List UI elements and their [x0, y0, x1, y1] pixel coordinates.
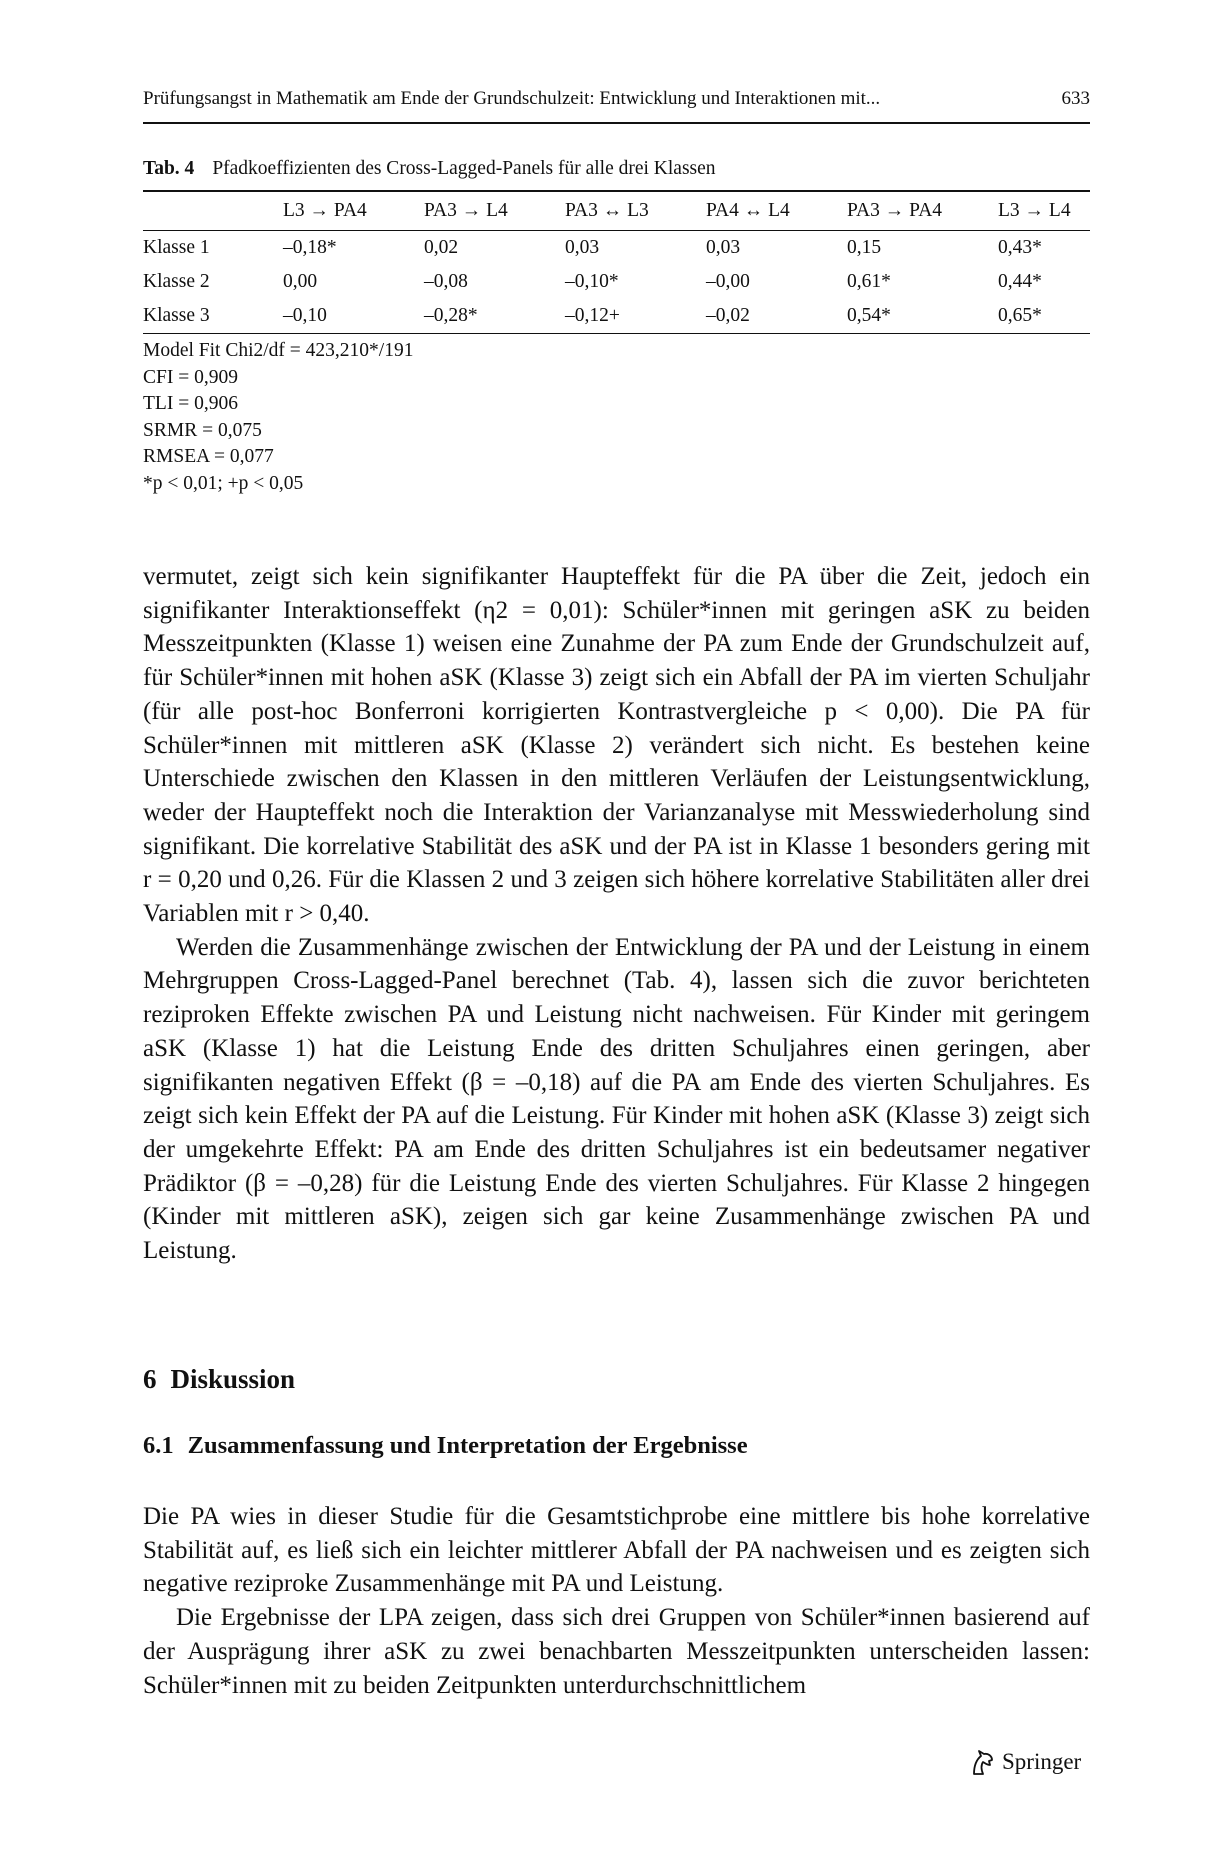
- header-cell: PA4 ↔ L4: [706, 200, 790, 221]
- table-caption: [143, 158, 1090, 180]
- section-title: Diskussion: [170, 1364, 296, 1394]
- running-title: Prüfungsangst in Mathematik am Ende der Grundschulzeit: Entwicklung und Interaktionen mit...: [143, 88, 881, 109]
- fit-line: TLI = 0,906: [143, 393, 238, 414]
- paragraph: Werden die Zusammenhänge zwischen der Entwicklung der PA und der Leistung in einem Mehrgruppen Cross-Lagged-Panel berechnet (Tab. 4), lassen sich die zuvor berichteten reziproken Effekte zwischen PA und Leistung nicht nachweisen. Für Kinder mit geringem aSK (Klasse 1) hat die Leistung Ende des dritten Schuljahres einen geringen, aber signifikanten negativen Effekt (β = –0,18) auf die PA am Ende des vierten Schuljahres. Es zeigt sich kein Effekt der PA auf die Leistung. Für Kinder mit hohen aSK (Klasse 3) zeigt sich der umgekehrte Effekt: PA am Ende des dritten Schuljahres ist ein bedeutsamer negativer Prädiktor (β = –0,28) für die Leistung Ende des vierten Schuljahres. Für Klasse 2 hingegen (Kinder mit mittleren aSK), zeigen sich gar keine Zusammenhänge zwischen PA und Leistung.: [143, 933, 1090, 1265]
- table-cell: 0,65*: [998, 305, 1042, 326]
- table-title: Pfadkoeffizienten des Cross-Lagged-Panels für alle drei Klassen: [212, 158, 716, 179]
- paragraph: Die PA wies in dieser Studie für die Gesamtstichprobe eine mittlere bis hohe korrelative Stabilität auf, es ließ sich ein leichter mittlerer Abfall der PA nachweisen und es zeigten sich negative reziproke Zusammenhänge mit PA und Leistung.: [143, 1503, 1090, 1598]
- table-row: [143, 231, 1090, 266]
- table-cell: –0,00: [706, 271, 750, 292]
- running-header: [143, 88, 1090, 110]
- table-row: [143, 299, 1090, 334]
- table-cell: 0,15: [847, 237, 882, 258]
- table-cell: 0,03: [565, 237, 600, 258]
- significance-note: *p < 0,01; +p < 0,05: [143, 472, 304, 494]
- table-cell: 0,02: [424, 237, 459, 258]
- fit-line: CFI = 0,909: [143, 366, 238, 388]
- table-cell: –0,12+: [565, 305, 620, 326]
- header-cell: PA3 → L4: [424, 200, 508, 221]
- table-4: [143, 158, 1090, 334]
- header-cell: [143, 191, 283, 231]
- table-label: Tab. 4: [143, 158, 195, 179]
- table-cell: –0,10: [283, 305, 327, 326]
- subsection-number: 6.1: [143, 1432, 174, 1459]
- paragraph: vermutet, zeigt sich kein signifikanter Haupteffekt für die PA über die Zeit, jedoch ein signifikanter Interaktionseffekt (η2 = 0,01): Schüler*innen mit geringen aSK zu beiden Messzeitpunkten (Klasse 1) weisen eine Zunahme der PA zum Ende der Grundschulzeit auf, für Schüler*innen mit hohen aSK (Klasse 3) zeigt sich ein Abfall der PA im vierten Schuljahr (für alle post-hoc Bonferroni korrigierten Kontrastvergleiche p < 0,00). Die PA für Schüler*innen mit mittleren aSK (Klasse 2) verändert sich nicht. Es bestehen keine Unterschiede zwischen den Klassen in den mittleren Verläufen der Leistungsentwicklung, weder der Haupteffekt noch die Interaktion der Varianzanalyse mit Messwiederholung sind signifikant. Die korrelative Stabilität des aSK und der PA ist in Klasse 1 besonders gering mit r = 0,20 und 0,26. Für die Klassen 2 und 3 zeigen sich höhere korrelative Stabilitäten aller drei Variablen mit r > 0,40.: [143, 563, 1090, 928]
- table-cell: 0,54*: [847, 305, 891, 326]
- table-cell: 0,43*: [998, 237, 1042, 258]
- subsection-heading: [143, 1432, 748, 1460]
- discussion-text: [143, 1500, 1090, 1702]
- table-cell: –0,18*: [283, 237, 337, 258]
- publisher-name: Springer: [1002, 1749, 1082, 1774]
- section-heading: [143, 1364, 295, 1395]
- fit-line: Model Fit Chi2/df = 423,210*/191: [143, 340, 414, 361]
- header-cell: L3 → PA4: [283, 200, 367, 221]
- section-number: 6: [143, 1364, 157, 1394]
- paragraph: Die Ergebnisse der LPA zeigen, dass sich drei Gruppen von Schüler*innen basierend auf der Ausprägung ihrer aSK zu zwei benachbarten Messzeitpunkten unterscheiden lassen: Schüler*innen mit zu beiden Zeitpunkten unterdurchschnittlichem: [143, 1604, 1090, 1699]
- table-cell: –0,08: [424, 271, 468, 292]
- model-fit-notes: [143, 338, 413, 497]
- table-cell: –0,02: [706, 305, 750, 326]
- page-number: 633: [1061, 88, 1090, 109]
- header-cell: PA3 → PA4: [847, 200, 943, 221]
- results-text: [143, 560, 1090, 1268]
- table-cell: –0,10*: [565, 271, 619, 292]
- table-header-row: [143, 191, 1090, 231]
- header-cell: PA3 ↔ L3: [565, 200, 649, 221]
- row-label: Klasse 2: [143, 271, 210, 292]
- table-cell: 0,61*: [847, 271, 891, 292]
- table-cell: 0,03: [706, 237, 741, 258]
- header-cell: L3 → L4: [998, 200, 1071, 221]
- fit-line: SRMR = 0,075: [143, 419, 262, 441]
- path-coefficient-table: [143, 190, 1090, 334]
- subsection-title: Zusammenfassung und Interpretation der Ergebnisse: [187, 1432, 748, 1459]
- row-label: Klasse 1: [143, 237, 210, 258]
- header-rule: [143, 122, 1090, 124]
- table-cell: –0,28*: [424, 305, 478, 326]
- springer-horse-icon: [970, 1748, 996, 1776]
- table-cell: 0,44*: [998, 271, 1042, 292]
- table-cell: 0,00: [283, 271, 318, 292]
- fit-line: RMSEA = 0,077: [143, 446, 274, 467]
- row-label: Klasse 3: [143, 305, 210, 326]
- table-row: [143, 265, 1090, 299]
- publisher-logo: [970, 1748, 1081, 1776]
